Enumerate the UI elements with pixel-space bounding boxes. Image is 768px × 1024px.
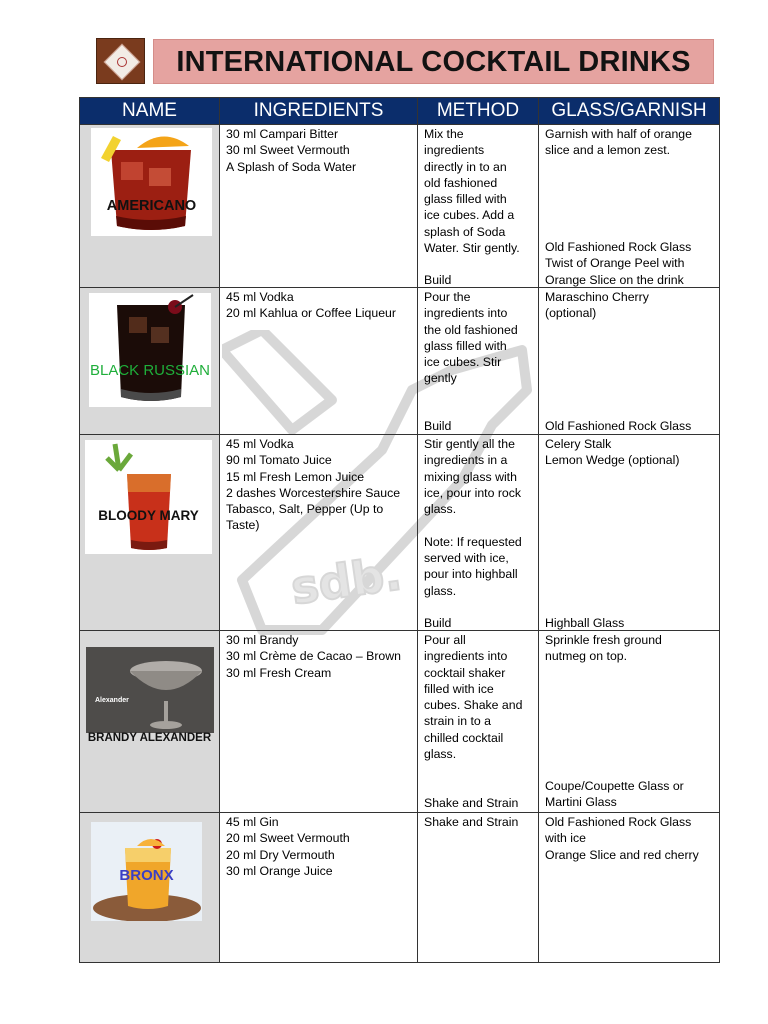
bloody-mary-label: BLOODY MARY [98, 508, 199, 523]
table-row-brandy-alexander-method: Pour all ingredients into cocktail shaker filled with ice cubes. Shake and strain in to a chilled cocktail glass. Shake and Strain [417, 630, 539, 813]
coupe-glass-icon [86, 647, 214, 733]
table-row-bloody-mary-glass: Celery Stalk Lemon Wedge (optional) Highball Glass [538, 434, 720, 631]
americano-label: AMERICANO [106, 198, 197, 214]
table-row-americano-method: Mix the ingredients directly in to an old fashioned glass filled with ice cubes. Add a splash of Soda Water. Stir gently. Build [417, 124, 539, 288]
table-row-bronx-method: Shake and Strain [417, 812, 539, 963]
table-row-black-russian-ingredients: 45 ml Vodka 20 ml Kahlua or Coffee Liqueur [219, 287, 418, 435]
table-row-americano-glass: Garnish with half of orange slice and a lemon zest. Old Fashioned Rock Glass Twist of Orange Peel with Orange Slice on the drink [538, 124, 720, 288]
bronx-label: BRONX [119, 867, 174, 884]
bloody-mary-glass-icon [85, 440, 212, 554]
table-row-americano-ingredients: 30 ml Campari Bitter 30 ml Sweet Vermouth A Splash of Soda Water [219, 124, 418, 288]
black-russian-glass-icon [89, 293, 211, 407]
column-header-ingredients: INGREDIENTS [219, 97, 418, 125]
black-russian-photo [89, 293, 211, 407]
table-row-bronx-ingredients: 45 ml Gin 20 ml Sweet Vermouth 20 ml Dry Vermouth 30 ml Orange Juice [219, 812, 418, 963]
page-header [96, 38, 714, 85]
table-row-brandy-alexander-name [79, 630, 220, 813]
column-header-glass-garnish: GLASS/GARNISH [538, 97, 720, 125]
table-row-brandy-alexander-glass: Sprinkle fresh ground nutmeg on top. Coupe/Coupette Glass or Martini Glass [538, 630, 720, 813]
logo [96, 38, 145, 84]
table-row-black-russian-method: Pour the ingredients into the old fashioned glass filled with ice cubes. Stir gently Build [417, 287, 539, 435]
black-russian-label: BLACK RUSSIAN [89, 362, 211, 379]
table-row-bloody-mary-method: Stir gently all the ingredients in a mixing glass with ice, pour into rock glass. Note: If requested served with ice, pour into highball glass. Build [417, 434, 539, 631]
column-header-method: METHOD [417, 97, 539, 125]
table-row-bloody-mary-ingredients: 45 ml Vodka 90 ml Tomato Juice 15 ml Fresh Lemon Juice 2 dashes Worcestershire Sauce Tabasco, Salt, Pepper (Up to Taste) [219, 434, 418, 631]
table-row-americano-name [79, 124, 220, 288]
page-title: INTERNATIONAL COCKTAIL DRINKS [153, 39, 714, 84]
table-row-bronx-glass: Old Fashioned Rock Glass with ice Orange Slice and red cherry [538, 812, 720, 963]
cocktail-table [79, 97, 720, 963]
bloody-mary-photo [85, 440, 212, 554]
brandy-alexander-photo [86, 647, 214, 733]
brandy-alexander-label: BRANDY ALEXANDER [87, 732, 212, 744]
table-row-bronx-name [79, 812, 220, 963]
watermark-text: sdb. [287, 546, 405, 615]
table-row-black-russian-name [79, 287, 220, 435]
bronx-photo [91, 822, 202, 921]
americano-glass-icon [91, 128, 212, 236]
americano-photo [91, 128, 212, 236]
table-row-black-russian-glass: Maraschino Cherry (optional) Old Fashioned Rock Glass [538, 287, 720, 435]
table-row-bloody-mary-name [79, 434, 220, 631]
table-row-brandy-alexander-ingredients: 30 ml Brandy 30 ml Crème de Cacao – Brown 30 ml Fresh Cream [219, 630, 418, 813]
column-header-name: NAME [79, 97, 220, 125]
logo-emblem-icon [104, 44, 141, 81]
brandy-alexander-photo-caption: Alexander [95, 697, 129, 704]
